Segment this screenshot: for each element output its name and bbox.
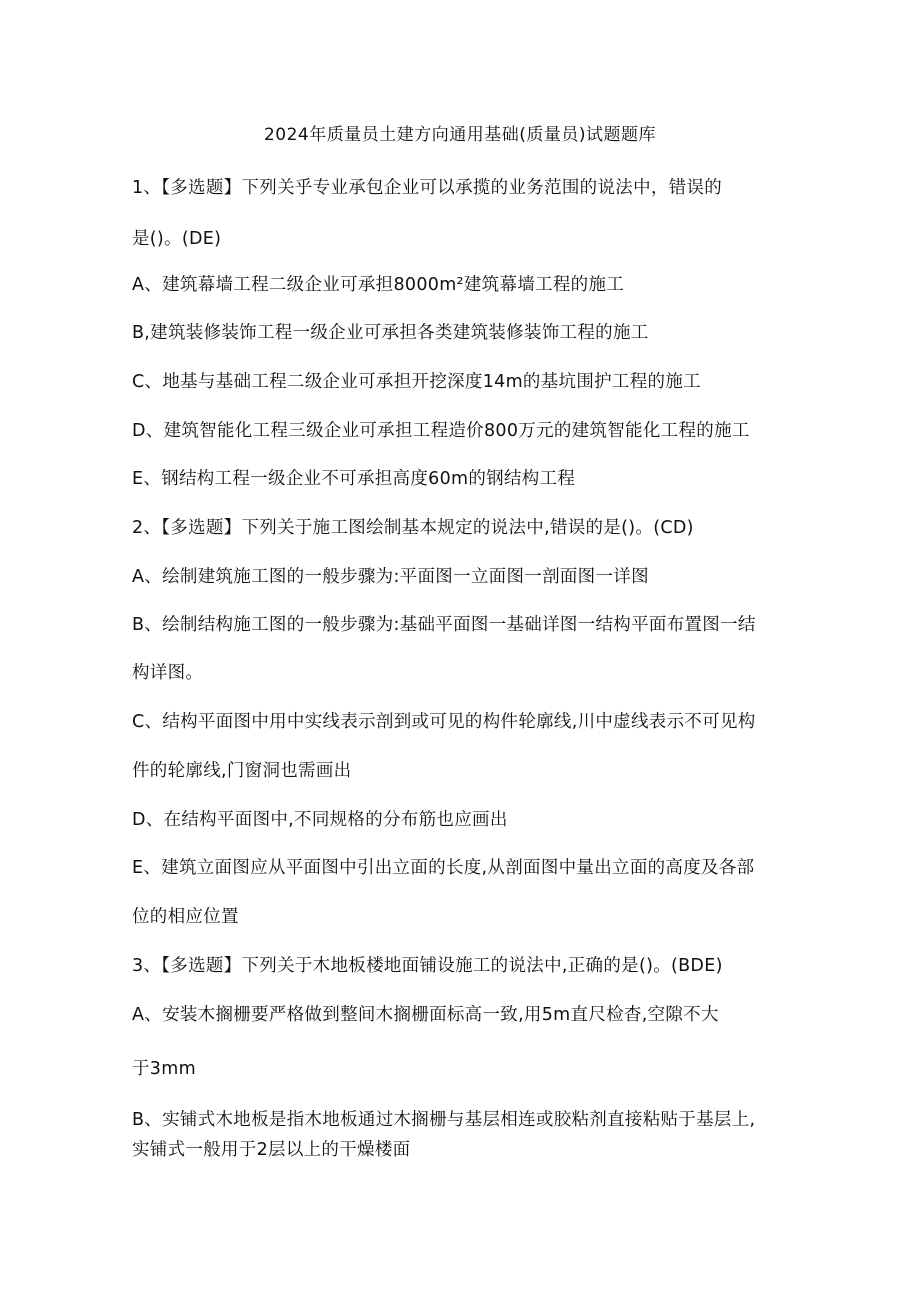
question-1-option-a: A、建筑幕墙工程二级企业可承担8000m²建筑幕墙工程的施工 [132, 275, 625, 295]
question-2-option-b-line-2: 构详图。 [132, 663, 204, 683]
question-2-option-e-line-2: 位的相应位置 [132, 907, 239, 927]
question-1-option-d: D、建筑智能化工程三级企业可承担工程造价800万元的建筑智能化工程的施工 [132, 421, 750, 441]
question-2-option-d: D、在结构平面图中,不同规格的分布筋也应画出 [132, 810, 508, 830]
question-2-option-c-line-2: 件的轮廓线,门窗洞也需画出 [132, 761, 352, 781]
question-2-line-1: 2、【多选题】下列关于施工图绘制基本规定的说法中,错误的是()。(CD) [132, 518, 694, 538]
document-title: 2024年质量员土建方向通用基础(质量员)试题题库 [263, 125, 657, 145]
question-1-option-e: E、钢结构工程一级企业不可承担高度60m的钢结构工程 [132, 469, 576, 489]
question-2-option-b-line-1: B、绘制结构施工图的一般步骤为:基础平面图一基础详图一结构平面布置图一结 [132, 615, 756, 635]
question-1-line-2: 是()。(DE) [132, 229, 222, 249]
question-1-option-c: C、地基与基础工程二级企业可承担开挖深度14m的基坑围护工程的施工 [132, 372, 701, 392]
question-3-option-a-line-2: 于3mm [132, 1059, 196, 1079]
question-2-option-e-line-1: E、建筑立面图应从平面图中引出立面的长度,从剖面图中量出立面的高度及各部 [132, 858, 755, 878]
question-3-line-1: 3、【多选题】下列关于木地板楼地面铺设施工的说法中,正确的是()。(BDE) [132, 956, 723, 976]
question-3-option-b-line-2: 实铺式一般用于2层以上的干燥楼面 [132, 1140, 411, 1160]
question-1-line-1: 1、【多选题】下列关乎专业承包企业可以承揽的业务范围的说法中，错误的 [132, 178, 723, 198]
question-2-option-a: A、绘制建筑施工图的一般步骤为:平面图一立面图一剖面图一详图 [132, 567, 649, 587]
question-3-option-b-line-1: B、实铺式木地板是指木地板通过木搁栅与基层相连或胶粘剂直接粘贴于基层上, [132, 1110, 756, 1130]
question-3-option-a-line-1: A、安装木搁栅要严格做到整间木搁栅面标高一致,用5m直尺检杳,空隙不大 [132, 1005, 719, 1025]
question-2-option-c-line-1: C、结构平面图中用中实线表示剖到或可见的构件轮廓线,川中虚线表示不可见构 [132, 712, 756, 732]
question-1-option-b: B,建筑装修装饰工程一级企业可承担各类建筑装修装饰工程的施工 [132, 323, 649, 343]
